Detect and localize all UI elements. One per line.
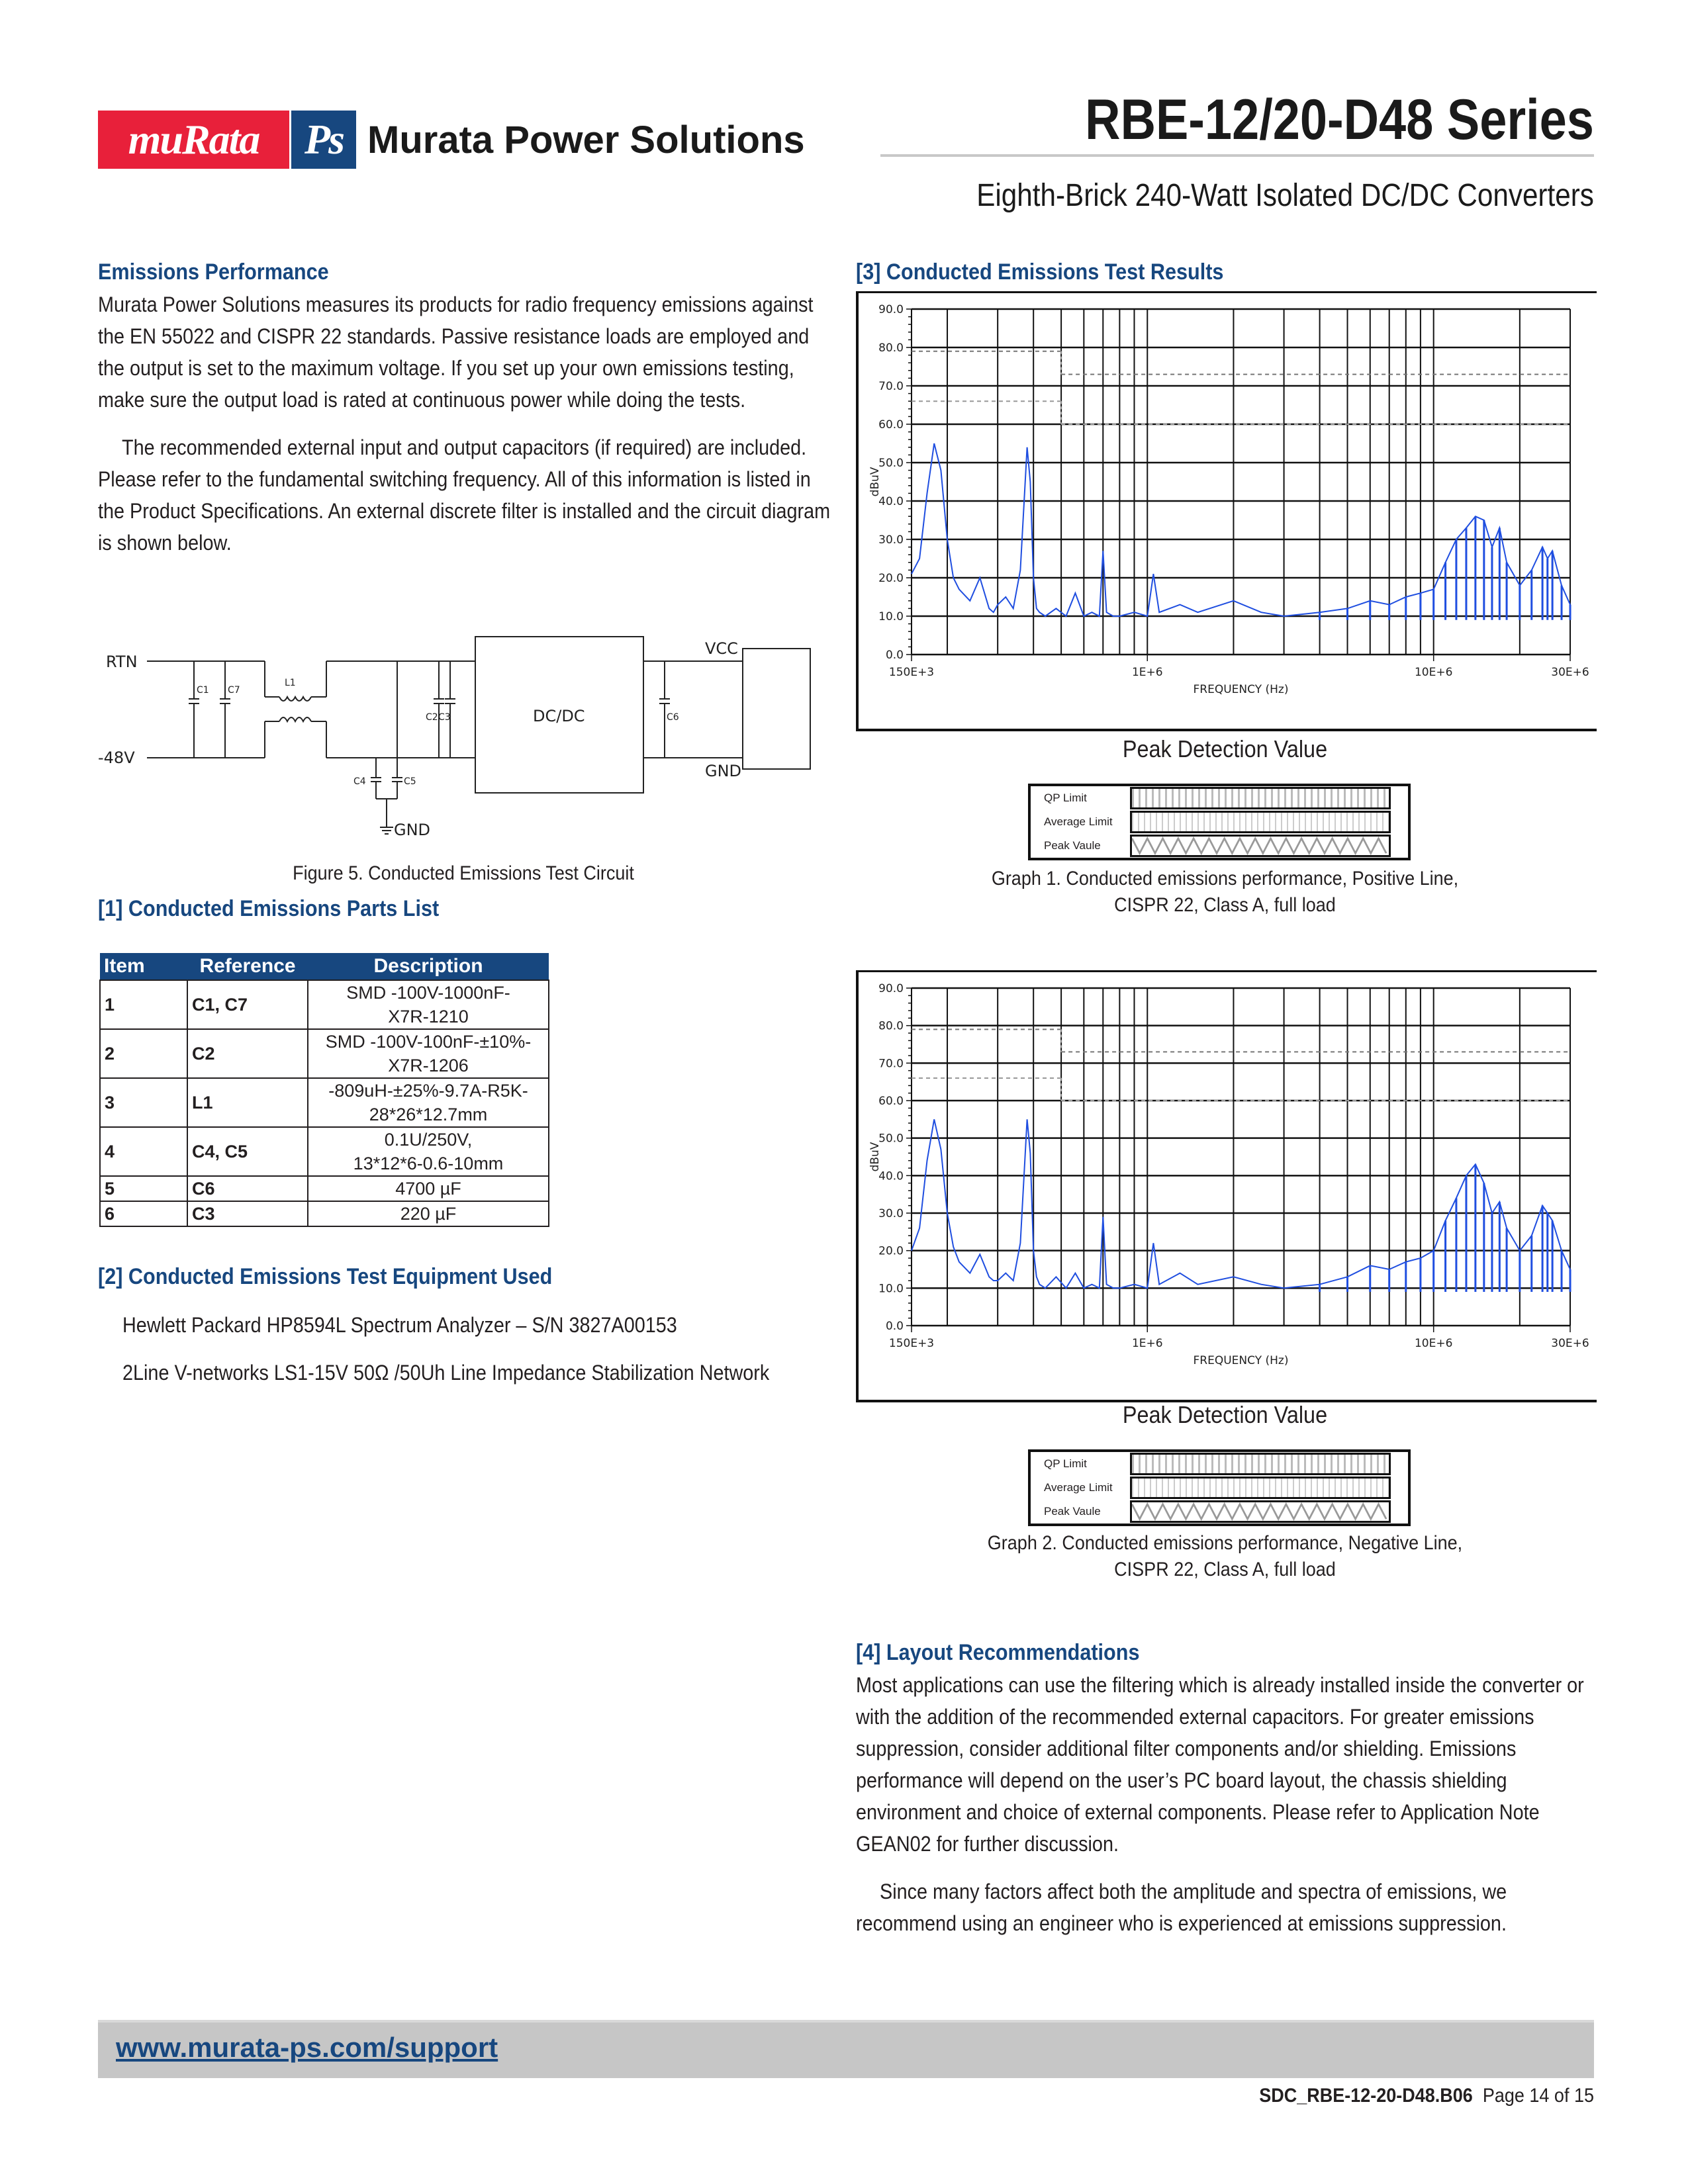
y-tick-label: 40.0 xyxy=(878,1169,904,1183)
legend-item-peak: Peak Vaule xyxy=(1031,1500,1408,1524)
y-tick-label: 50.0 xyxy=(878,1132,904,1146)
emissions-heading: Emissions Performance xyxy=(98,259,329,285)
header-rule xyxy=(880,154,1594,157)
x-tick-label: 150E+3 xyxy=(888,666,935,679)
legend-item-qp: QP Limit xyxy=(1031,786,1408,810)
y-tick-label: 70.0 xyxy=(878,1057,904,1071)
c3-label: C3 xyxy=(438,712,451,723)
y-tick-label: 0.0 xyxy=(885,649,904,662)
y-tick-label: 10.0 xyxy=(878,610,904,623)
cell-description: SMD -100V-1000nF- X7R-1210 xyxy=(308,980,549,1029)
parts-table-header xyxy=(100,953,549,980)
table-row xyxy=(100,980,549,1029)
murata-logo: muRata xyxy=(98,111,289,169)
footer-doc-info xyxy=(1259,2085,1594,2107)
peak-swatch xyxy=(1130,835,1391,857)
x-tick-label: 30E+6 xyxy=(1551,1337,1589,1350)
figure5-caption: Figure 5. Conducted Emissions Test Circuit xyxy=(293,862,634,884)
y-tick-label: 80.0 xyxy=(878,1019,904,1033)
col-description: Description xyxy=(308,953,549,980)
table-row xyxy=(100,1078,549,1127)
cell-description: 0.1U/250V, 13*12*6-0.6-10mm xyxy=(308,1127,549,1176)
avg-swatch xyxy=(1130,811,1391,833)
table-row xyxy=(100,1029,549,1078)
graph2-legend xyxy=(1028,1449,1411,1526)
x-axis-label: FREQUENCY (Hz) xyxy=(1193,683,1289,696)
x-tick-label: 10E+6 xyxy=(1414,666,1453,679)
y-tick-label: 30.0 xyxy=(878,533,904,547)
c7-label: C7 xyxy=(228,685,240,696)
y-tick-label: 90.0 xyxy=(878,982,904,995)
y-tick-label: 20.0 xyxy=(878,1244,904,1258)
series-title: RBE-12/20-D48 Series xyxy=(1085,88,1594,152)
cell-description: SMD -100V-100nF-±10%- X7R-1206 xyxy=(308,1029,549,1078)
graph1-frame xyxy=(856,291,1597,731)
cell-item: 3 xyxy=(100,1078,187,1127)
gnd-out-label: GND xyxy=(705,762,742,780)
y-tick-label: 0.0 xyxy=(885,1320,904,1333)
y-tick-label: 40.0 xyxy=(878,495,904,508)
cell-description: 4700 µF xyxy=(308,1176,549,1201)
equipment-item: 2Line V-networks LS1-15V 50Ω /50Uh Line Impedance Stabilization Network xyxy=(122,1361,770,1385)
emissions-body xyxy=(98,289,831,559)
peak-value-line xyxy=(912,1119,1570,1288)
x-tick-label: 150E+3 xyxy=(888,1337,935,1350)
legend-item-peak: Peak Vaule xyxy=(1031,834,1408,858)
layout-rec-body xyxy=(856,1669,1589,1939)
qp-swatch xyxy=(1130,787,1391,809)
equipment-item: Hewlett Packard HP8594L Spectrum Analyzer – S/N 3827A00153 xyxy=(122,1313,677,1337)
graph2-frame xyxy=(856,970,1597,1402)
cell-item: 6 xyxy=(100,1201,187,1226)
test-circuit-diagram xyxy=(93,622,841,847)
brand-name: Murata Power Solutions xyxy=(367,118,805,161)
parts-list-heading: [1] Conducted Emissions Parts List xyxy=(98,896,440,921)
ps-logo: Ps xyxy=(291,111,356,169)
col-reference: Reference xyxy=(187,953,308,980)
cell-reference: C1, C7 xyxy=(187,980,308,1029)
graph2-title: Peak Detection Value xyxy=(1122,1401,1328,1428)
y-tick-label: 60.0 xyxy=(878,418,904,432)
c6-label: C6 xyxy=(667,712,679,723)
support-link[interactable]: www.murata-ps.com/support xyxy=(116,2032,498,2063)
c1-label: C1 xyxy=(197,685,209,696)
emissions-para-1: Murata Power Solutions measures its products for radio frequency emissions against the EN 55022 and CISPR 22 standards. Passive resistance loads are employed and the output is set to the maximum voltage. If you set up your own emissions testing, make sure the output load is rated at continuous power while doing the tests. xyxy=(98,293,814,412)
x-tick-label: 30E+6 xyxy=(1551,666,1589,679)
legend-item-avg: Average Limit xyxy=(1031,810,1408,834)
cell-reference: C4, C5 xyxy=(187,1127,308,1176)
y-tick-label: 30.0 xyxy=(878,1207,904,1220)
y-tick-label: 20.0 xyxy=(878,572,904,585)
cell-reference: L1 xyxy=(187,1078,308,1127)
cell-description: 220 µF xyxy=(308,1201,549,1226)
c4-label: C4 xyxy=(353,776,366,787)
legend-item-avg: Average Limit xyxy=(1031,1476,1408,1500)
page-number: Page 14 of 15 xyxy=(1482,2085,1594,2107)
graph2-chart xyxy=(859,972,1597,1400)
dcdc-label: DC/DC xyxy=(533,707,585,725)
peak-swatch xyxy=(1130,1500,1391,1523)
gnd-earth-label: GND xyxy=(394,821,431,839)
y-axis-label: dBuV xyxy=(868,467,882,497)
graph1-title: Peak Detection Value xyxy=(1122,735,1328,762)
x-tick-label: 1E+6 xyxy=(1131,666,1163,679)
qp-swatch xyxy=(1130,1453,1391,1475)
legend-item-qp: QP Limit xyxy=(1031,1452,1408,1476)
cell-item: 2 xyxy=(100,1029,187,1078)
c5-label: C5 xyxy=(404,776,416,787)
equipment-heading: [2] Conducted Emissions Test Equipment Used xyxy=(98,1264,553,1289)
vcc-label: VCC xyxy=(705,639,738,658)
neg48-label: -48V xyxy=(98,749,135,767)
cell-description: -809uH-±25%-9.7A-R5K- 28*26*12.7mm xyxy=(308,1078,549,1127)
cell-item: 5 xyxy=(100,1176,187,1201)
l1-label: L1 xyxy=(285,678,296,688)
parts-table xyxy=(99,953,549,1227)
rtn-label: RTN xyxy=(106,653,138,671)
y-tick-label: 60.0 xyxy=(878,1095,904,1108)
table-row xyxy=(100,1176,549,1201)
y-tick-label: 90.0 xyxy=(878,303,904,316)
table-row xyxy=(100,1127,549,1176)
x-tick-label: 1E+6 xyxy=(1131,1337,1163,1350)
layout-rec-heading: [4] Layout Recommendations xyxy=(856,1640,1140,1665)
doc-id: SDC_RBE-12-20-D48.B06 xyxy=(1259,2085,1473,2107)
series-subtitle: Eighth-Brick 240-Watt Isolated DC/DC Converters xyxy=(976,178,1594,213)
graph1-caption: Graph 1. Conducted emissions performance, Positive Line, CISPR 22, Class A, full load xyxy=(991,868,1459,916)
cell-reference: C2 xyxy=(187,1029,308,1078)
graph1-chart xyxy=(859,293,1597,729)
col-item: Item xyxy=(100,953,187,980)
y-tick-label: 80.0 xyxy=(878,341,904,355)
emissions-para-2: The recommended external input and output capacitors (if required) are included. Please refer to the fundamental switching frequency. All of this information is listed in the Product Specifications. An external discrete filter is installed and the circuit diagram is shown below. xyxy=(98,435,831,555)
table-row xyxy=(100,1201,549,1226)
graph1-legend xyxy=(1028,784,1411,860)
y-tick-label: 50.0 xyxy=(878,457,904,470)
y-tick-label: 70.0 xyxy=(878,380,904,393)
graph2-caption: Graph 2. Conducted emissions performance, Negative Line, CISPR 22, Class A, full load xyxy=(987,1532,1463,1580)
avg-swatch xyxy=(1130,1477,1391,1499)
cell-reference: C3 xyxy=(187,1201,308,1226)
x-axis-label: FREQUENCY (Hz) xyxy=(1193,1354,1289,1367)
y-tick-label: 10.0 xyxy=(878,1282,904,1296)
layout-rec-para-2: Since many factors affect both the amplitude and spectra of emissions, we recommend using an engineer who is experienced at emissions suppression. xyxy=(856,1880,1507,1935)
results-heading: [3] Conducted Emissions Test Results xyxy=(856,259,1224,285)
cell-item: 4 xyxy=(100,1127,187,1176)
y-axis-label: dBuV xyxy=(868,1142,882,1172)
x-tick-label: 10E+6 xyxy=(1414,1337,1453,1350)
cell-reference: C6 xyxy=(187,1176,308,1201)
peak-value-line xyxy=(912,443,1570,616)
layout-rec-para-1: Most applications can use the filtering which is already installed inside the converter or with the addition of the recommended external capacitors. For greater emissions suppression, consider additional filter components and/or shielding. Emissions performance will depend on the user’s PC board layout, the chassis shielding environment and choice of external components. Please refer to Application Note GEAN02 for further discussion. xyxy=(856,1673,1584,1856)
c2-label: C2 xyxy=(426,712,438,723)
equipment-list xyxy=(122,1309,837,1388)
cell-item: 1 xyxy=(100,980,187,1029)
